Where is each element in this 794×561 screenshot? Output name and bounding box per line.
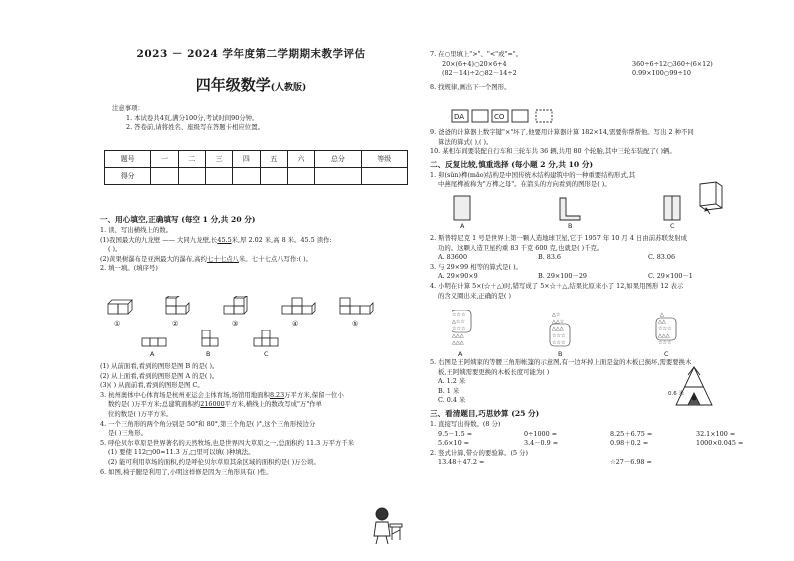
q7-item-1[interactable]: 20×(6+4)○20×6+4 [442, 59, 507, 68]
svg-text:☆☆☆: ☆☆☆ [552, 333, 566, 339]
cube-label-4: ④ [292, 320, 299, 328]
edition-label: (人教版) [270, 83, 307, 93]
q1-1-answer[interactable]: ( )。 [108, 245, 122, 254]
s2q4-options [452, 310, 702, 358]
s2q1-option-b[interactable]: B [568, 222, 573, 230]
s3q1-item-2[interactable]: 0÷1000 = [524, 429, 558, 438]
question-5: 5. 呼伦贝尔草原是世界著名的天然牧场,也是世界四大草原之一,总面积约 11.3 万平方千米 [100, 438, 355, 447]
score-cell: 一 [151, 151, 178, 168]
q7-item-4[interactable]: 0.99×100○99÷10 [632, 69, 691, 78]
pattern-shapes-icon [450, 108, 570, 124]
score-input-cell[interactable] [233, 168, 260, 185]
child-icon [370, 506, 404, 546]
q1-2-text-a: (2)黄果树瀑布是亚洲最大的瀑布,高约 [100, 254, 207, 263]
question-3 [100, 391, 354, 401]
s2q4-symbols-icon [452, 310, 702, 358]
score-table-header-row [105, 151, 408, 168]
question-7-block [430, 50, 713, 92]
s3q2-row [430, 458, 743, 468]
cube-label-2: ② [172, 320, 179, 328]
question-9: 9. 爸爸的计算器上数字键"×"坏了,他要用计算器计算 182×14,需要你帮帮他。写出 2 种不同 [430, 128, 694, 136]
cube-label-1: ① [114, 320, 121, 328]
child-sawing-illustration [370, 506, 404, 546]
exam-title: 2023 － 2024 学年度第二学期期末教学评估 [136, 48, 366, 60]
s2q4-option-c[interactable]: C [664, 350, 669, 358]
question-3-line3: 位的数是( )万平方米。 [108, 409, 173, 418]
score-cell: 得分 [105, 168, 151, 185]
score-input-cell[interactable] [361, 168, 407, 185]
s2q3-option-c[interactable]: C. 29×100－1 [648, 272, 693, 281]
score-input-cell[interactable] [315, 168, 361, 185]
question-10: 10. 某相车间要装配自行车和三轮车共 36 辆,共用 80 个轮胎,其中三轮车装配了( )辆。 [430, 147, 676, 156]
s2-question-1-line2: 中燕尾榫被称为"万榫之母"。在箭头的方向看到的图形是( )。 [438, 180, 611, 189]
q1-2-number: 七十七点八 [206, 254, 239, 263]
s2-questions-2-4 [430, 234, 693, 301]
question-5-2: (2) 能可利用草场的面积,约是呼伦贝尔草原其余区域的面积约是( )万公顷。 [108, 457, 320, 466]
s3q1-item-8[interactable]: 1000×0.045 = [696, 439, 744, 448]
s2q1-option-c[interactable]: C [670, 222, 675, 230]
svg-text:☆☆☆: ☆☆☆ [658, 326, 672, 332]
subject-title [92, 74, 410, 95]
s3q1-item-1[interactable]: 9.5－1.5 = [438, 429, 473, 438]
svg-text:☆☆☆: ☆☆☆ [658, 340, 672, 346]
s2-question-5-line2: 板,王阿姨需要更换的木板长度可能为( ) [438, 367, 550, 376]
q7-row-1 [430, 60, 713, 70]
q7-item-2[interactable]: 360÷6÷12○360÷(6×12) [632, 59, 713, 68]
s2q2-option-a[interactable]: A. 83600 [438, 253, 468, 262]
svg-text:△△△: △△△ [552, 326, 564, 332]
s3q2-item-1[interactable]: 13.48＋47.2 = [438, 458, 485, 467]
s3q1-item-4[interactable]: 32.1×100 = [696, 429, 736, 438]
tent-side-label: 0.6 米 [668, 391, 684, 397]
q3-text-a: 3. 杭州奥体中心体育场是杭州亚运会主体育场,场馆用地面积 [100, 390, 270, 399]
s2q4-option-b[interactable]: B [558, 350, 563, 358]
s2q2-option-c[interactable]: C. 83.06 [648, 253, 676, 262]
q7-row-2 [430, 69, 713, 79]
score-table-score-row [105, 168, 408, 185]
cube-label-5: ⑤ [352, 320, 359, 328]
question-4: 4. 一个三角形的两个角分别是 50°和 80°,第三个角是( )°,这个三角形按边分 [100, 419, 316, 428]
q3-text-c: 数约是( )万平方米;总建筑面积约 [108, 400, 201, 409]
tent-icon [668, 365, 718, 411]
q3-number-1: 8.23 [269, 390, 285, 399]
score-input-cell[interactable] [260, 168, 287, 185]
svg-text:△☆: △☆ [552, 312, 561, 318]
s2-question-5: 5. 右图是王阿姨家的等腰三角形帐篷的示意图,有一边坏掉上面是盆的木板已损坏,需要要换木 [430, 358, 692, 366]
score-cell: 五 [260, 151, 287, 168]
svg-text:△△△: △△△ [658, 333, 670, 339]
question-5-1: (1) 要使 112□00≈11.3 万,□里可以填( )种填法。 [108, 448, 255, 457]
question-9-line2: 算法的算式( ),( )。 [438, 137, 493, 146]
score-cell: 四 [233, 151, 260, 168]
question-2-1: (1) 从前面看,看到的图形是图 B 的是( )。 [100, 362, 219, 370]
question-8: 8. 找规律,画出下一个图形。 [430, 82, 511, 91]
q3-number-2: 216000 [200, 400, 225, 409]
score-table [104, 150, 408, 185]
pattern-label-2: CO [494, 113, 505, 121]
section-1-heading: 一、用心填空,正确填写 (每空 1 分,共 20 分) [100, 215, 256, 224]
s2q3-options [430, 272, 693, 282]
s2q3-option-a[interactable]: A. 29×90×9 [438, 272, 478, 281]
s3q1-item-6[interactable]: 3.4－0.9 = [524, 439, 559, 448]
view-label-b: B [206, 350, 211, 358]
view-label-c: C [264, 350, 269, 358]
s3q1-row-2 [430, 439, 743, 449]
notes [112, 104, 264, 133]
score-cell: 二 [178, 151, 205, 168]
s2-question-4-line2: 的含义圈出来,正确的是( ) [438, 291, 511, 300]
question-1-2 [100, 255, 332, 265]
s3-question-1: 1. 直接写出得数。(8 分) [430, 419, 501, 428]
svg-text:☆☆☆: ☆☆☆ [552, 340, 566, 346]
subject-name: 四年级数学 [195, 76, 271, 94]
q3-text-b: 万平方米,保留一位小 [284, 390, 344, 399]
question-2-3: (3)( ) 从面前看,看到的图形是图 C。 [100, 381, 204, 390]
notes-heading: 注意事项： [112, 104, 144, 112]
question-1: 1. 读、写出横线上的数。 [100, 226, 173, 234]
svg-text:☆☆☆: ☆☆☆ [452, 326, 466, 332]
question-9-block [430, 128, 694, 190]
s2q5-option-c[interactable]: C. 0.4 米 [438, 396, 466, 405]
score-cell: 等级 [361, 151, 407, 168]
s2q2-options [430, 253, 693, 263]
view-shapes-icon [140, 330, 300, 358]
question-2-2: (2) 从上面看,看到的图形是图 A 的是( )。 [100, 371, 219, 380]
s2q1-options-icon [452, 194, 702, 230]
section-1 [100, 212, 332, 274]
score-input-cell[interactable] [205, 168, 232, 185]
q1-2-text-b: 米。七十七点八写作:( )。 [238, 254, 312, 263]
view-figures [140, 330, 300, 358]
svg-text:△△: △△ [658, 319, 666, 325]
q1-1-text-a: (1)我国最大的九龙壁 —— 大同九龙壁,长 [100, 235, 218, 244]
s2q5-option-b[interactable]: B. 1 米 [438, 386, 460, 395]
s2q4-option-a[interactable]: A [458, 350, 463, 358]
question-7: 7. 在○里填上">"、"<"或"="。 [430, 50, 523, 58]
section-1-cont [100, 362, 354, 477]
svg-text:△△△: △△△ [452, 340, 464, 346]
q1-1-number: 45.5 [217, 235, 232, 244]
svg-text:△: △ [660, 312, 664, 318]
s2q5-option-a[interactable]: A. 1.2 米 [438, 377, 466, 386]
q1-1-text-b: 米,厚 2.02 米,高 8 米。45.5 读作: [231, 235, 332, 244]
cube-stacks-icon [104, 296, 404, 328]
score-cell: 六 [287, 151, 314, 168]
pattern-label-1: DA [454, 113, 465, 121]
s2-question-1: 1. 卯(sǔn)榫(mǎo)结构是中国传统木结构建筑中的一种重要结构形式,其 [430, 170, 636, 179]
s2q2-option-b[interactable]: B. 83.6 [538, 253, 561, 262]
score-cell: 三 [205, 151, 232, 168]
question-4-line2: 是( )三角形。 [108, 429, 147, 438]
score-cell: 题号 [105, 151, 151, 168]
question-6: 6. 如图,椅子腿是利用了,小明这样修是因为三角形具有( )性。 [100, 467, 273, 476]
section-3-heading: 三、看清题目,巧思妙算 (25 分) [430, 408, 540, 418]
note-item-2: 2. 答卷前,请将姓名、座级写在答题卡相应位置。 [126, 123, 264, 132]
svg-text:☆☆☆: ☆☆☆ [452, 312, 466, 318]
q3-text-d: 平方米,横线上的数改写成"万"作单 [224, 400, 323, 409]
s3q1-item-5[interactable]: 5.6×10 = [438, 439, 470, 448]
question-3-line2 [100, 400, 354, 410]
question-1-1 [100, 236, 332, 246]
s2q3-option-b[interactable]: B. 29×100－29 [538, 272, 587, 281]
svg-text:△☆☆: △☆☆ [452, 319, 465, 325]
section-2-heading: 二、反复比较,慎重选择 (每小题 2 分,共 10 分) [430, 159, 594, 169]
score-input-cell[interactable] [151, 168, 178, 185]
s3-question-2: 2. 竖式计算,带☆的要验算。(5 分) [430, 448, 528, 457]
s2-question-4: 4. 小明在计算 5×(☆＋△)时,错写成了 5×☆＋△,结果比原来小了 12,如果用图形 12 表示 [430, 281, 684, 290]
s3q1-item-7[interactable]: 0.98＋0.2 = [610, 439, 649, 448]
s3q1-item-3[interactable]: 8.25＋6.75 = [610, 429, 653, 438]
svg-text:△△☆: △△☆ [552, 319, 565, 325]
tent-illustration [668, 365, 718, 411]
svg-text:△△△: △△△ [452, 333, 464, 339]
score-cell: 总分 [315, 151, 361, 168]
s2-question-2-line2: 功的。这颗人造卫星约重 83 千克 600 克,也就是( )千克。 [438, 243, 604, 252]
q7-item-3[interactable]: (82－14)÷2○82－14÷2 [442, 69, 517, 78]
cube-figures [104, 296, 404, 328]
s3q1-row-1 [430, 430, 743, 440]
note-item-1: 1. 本试卷共4页,满分100分,考试时间90分钟。 [126, 113, 259, 122]
s2-question-3: 3. 与 29×99 相等的算式是( )。 [430, 262, 522, 271]
score-input-cell[interactable] [287, 168, 314, 185]
question-2: 2. 填一填。(填序号) [100, 264, 158, 273]
s3q2-item-2[interactable]: ☆27－6.98 = [610, 458, 652, 467]
score-input-cell[interactable] [178, 168, 205, 185]
s2q1-options [452, 194, 702, 230]
s2-question-2: 2. 斯普特尼克 1 号是世界上第一颗人造地球卫星,它于 1957 年 10 月 4 日由前苏联发射成 [430, 234, 688, 242]
s2q1-option-a[interactable]: A [460, 222, 465, 230]
pattern-boxes [450, 108, 570, 124]
view-label-a: A [150, 350, 155, 358]
cube-label-3: ③ [232, 320, 239, 328]
